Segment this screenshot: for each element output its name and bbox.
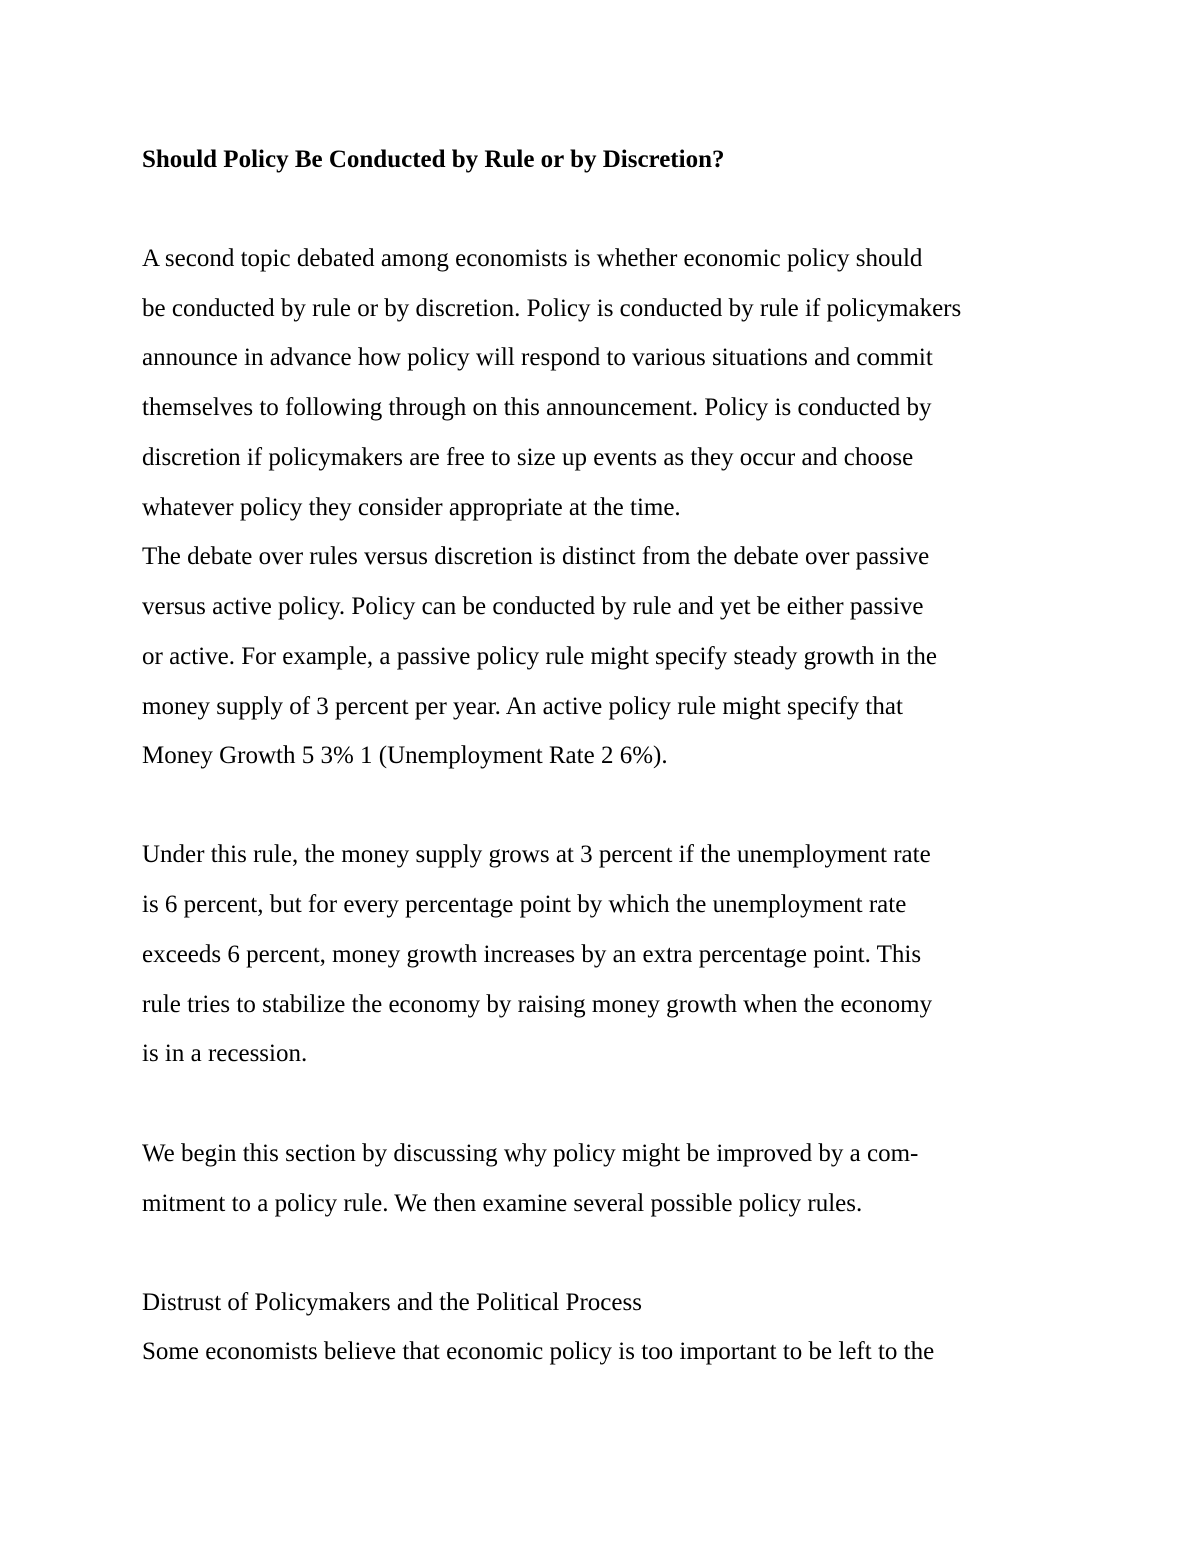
paragraph-line: announce in advance how policy will respond to various situations and commit [142, 344, 933, 371]
paragraph-line: exceeds 6 percent, money growth increases by an extra percentage point. This [142, 941, 922, 968]
paragraph-line: discretion if policymakers are free to size up events as they occur and choose [142, 444, 914, 471]
section-subheading: Distrust of Policymakers and the Political Process [142, 1289, 642, 1316]
paragraph-line: money supply of 3 percent per year. An active policy rule might specify that [142, 693, 903, 720]
formula-line: Money Growth 5 3% 1 (Unemployment Rate 2 6%). [142, 742, 668, 769]
document-title: Should Policy Be Conducted by Rule or by Discretion? [142, 146, 725, 173]
paragraph-line: A second topic debated among economists is whether economic policy should [142, 245, 923, 272]
paragraph-line: or active. For example, a passive policy rule might specify steady growth in the [142, 643, 937, 670]
paragraph-line: themselves to following through on this announcement. Policy is conducted by [142, 394, 932, 421]
paragraph-line: The debate over rules versus discretion is distinct from the debate over passive [142, 543, 930, 570]
paragraph-line: versus active policy. Policy can be conducted by rule and yet be either passive [142, 593, 924, 620]
paragraph-line: Under this rule, the money supply grows at 3 percent if the unemployment rate [142, 841, 931, 868]
paragraph-line: is 6 percent, but for every percentage point by which the unemployment rate [142, 891, 907, 918]
paragraph-line: is in a recession. [142, 1040, 308, 1067]
paragraph-line: whatever policy they consider appropriate at the time. [142, 494, 681, 521]
paragraph-line: be conducted by rule or by discretion. Policy is conducted by rule if policymakers [142, 295, 962, 322]
paragraph-line: Some economists believe that economic policy is too important to be left to the [142, 1338, 935, 1365]
paragraph-line: We begin this section by discussing why policy might be improved by a com- [142, 1140, 919, 1167]
paragraph-line: mitment to a policy rule. We then examine several possible policy rules. [142, 1190, 863, 1217]
paragraph-line: rule tries to stabilize the economy by raising money growth when the economy [142, 991, 933, 1018]
